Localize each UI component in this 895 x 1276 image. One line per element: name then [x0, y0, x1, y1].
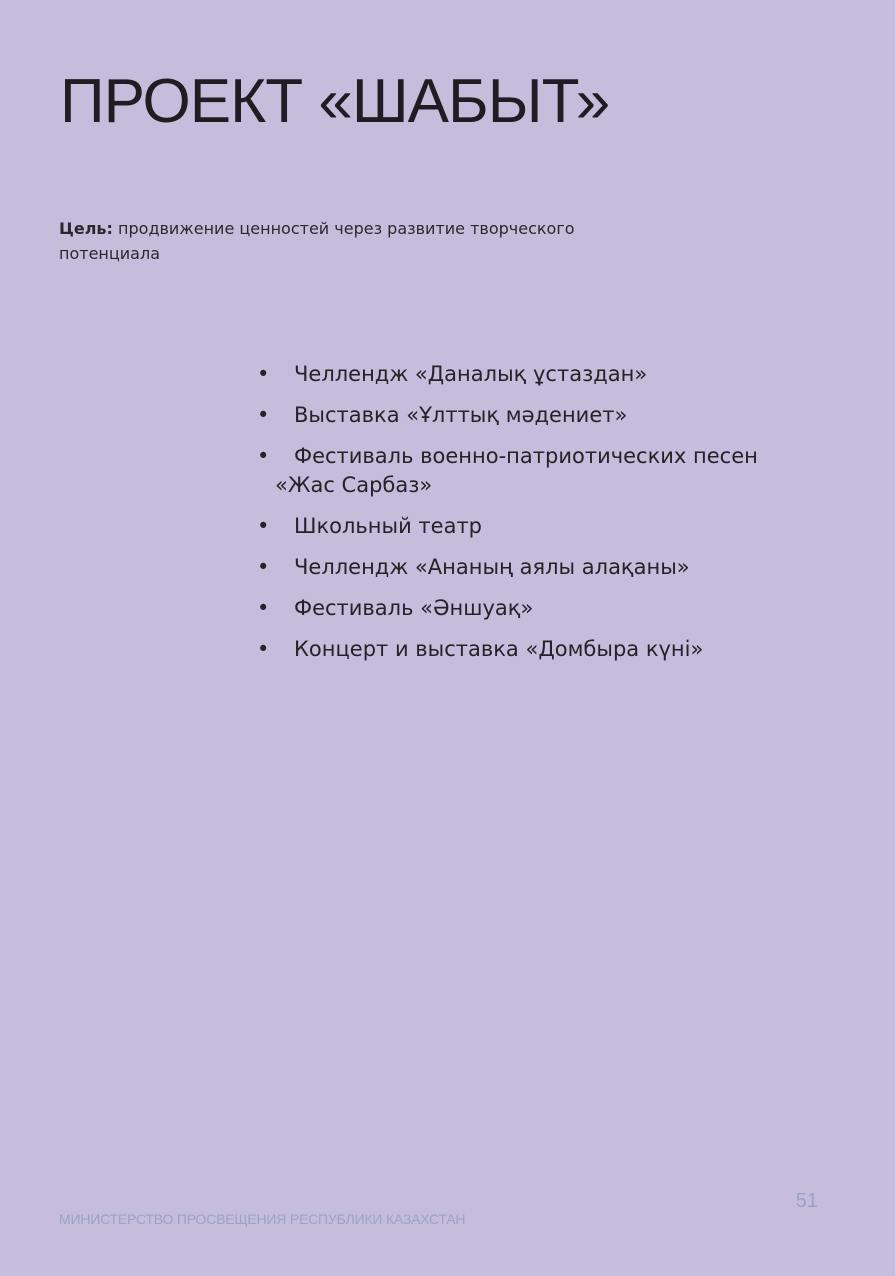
- list-item: [257, 442, 857, 500]
- list-item: [257, 635, 857, 664]
- list-item: [257, 594, 857, 623]
- page-title: ПРОЕКТ «ШАБЫТ»: [60, 67, 610, 136]
- list-item-text: Фестиваль военно-патриотических песен: [294, 444, 758, 468]
- bullet-icon: •: [257, 596, 270, 620]
- goal-label: Цель:: [59, 219, 113, 238]
- list-item: [257, 401, 857, 430]
- list-item: [257, 512, 857, 541]
- bullet-icon: •: [257, 403, 270, 427]
- bullet-icon: •: [257, 444, 270, 468]
- footer-ministry: МИНИСТЕРСТВО ПРОСВЕЩЕНИЯ РЕСПУБЛИКИ КАЗАХСТАН: [59, 1211, 466, 1227]
- list-item-text: Концерт и выставка «Домбыра күні»: [294, 637, 704, 661]
- list-item-text: Школьный театр: [294, 514, 483, 538]
- goal-statement: [59, 216, 649, 266]
- bullet-icon: •: [257, 637, 270, 661]
- list-item-text: Выставка «Ұлттық мәдениет»: [294, 403, 628, 427]
- goal-text: продвижение ценностей через развитие творческого потенциала: [59, 219, 575, 263]
- list-item-text: Фестиваль «Әншуақ»: [294, 596, 534, 620]
- list-item-text: Челлендж «Ананың аялы алақаны»: [294, 555, 690, 579]
- bullet-icon: •: [257, 362, 270, 386]
- list-item-text: Челлендж «Даналық ұстаздан»: [294, 362, 648, 386]
- page-number: 51: [795, 1190, 818, 1212]
- activity-list: [257, 360, 857, 676]
- list-item: [257, 553, 857, 582]
- bullet-icon: •: [257, 514, 270, 538]
- bullet-icon: •: [257, 555, 270, 579]
- list-item-continuation: «Жас Сарбаз»: [275, 473, 433, 497]
- list-item: [257, 360, 857, 389]
